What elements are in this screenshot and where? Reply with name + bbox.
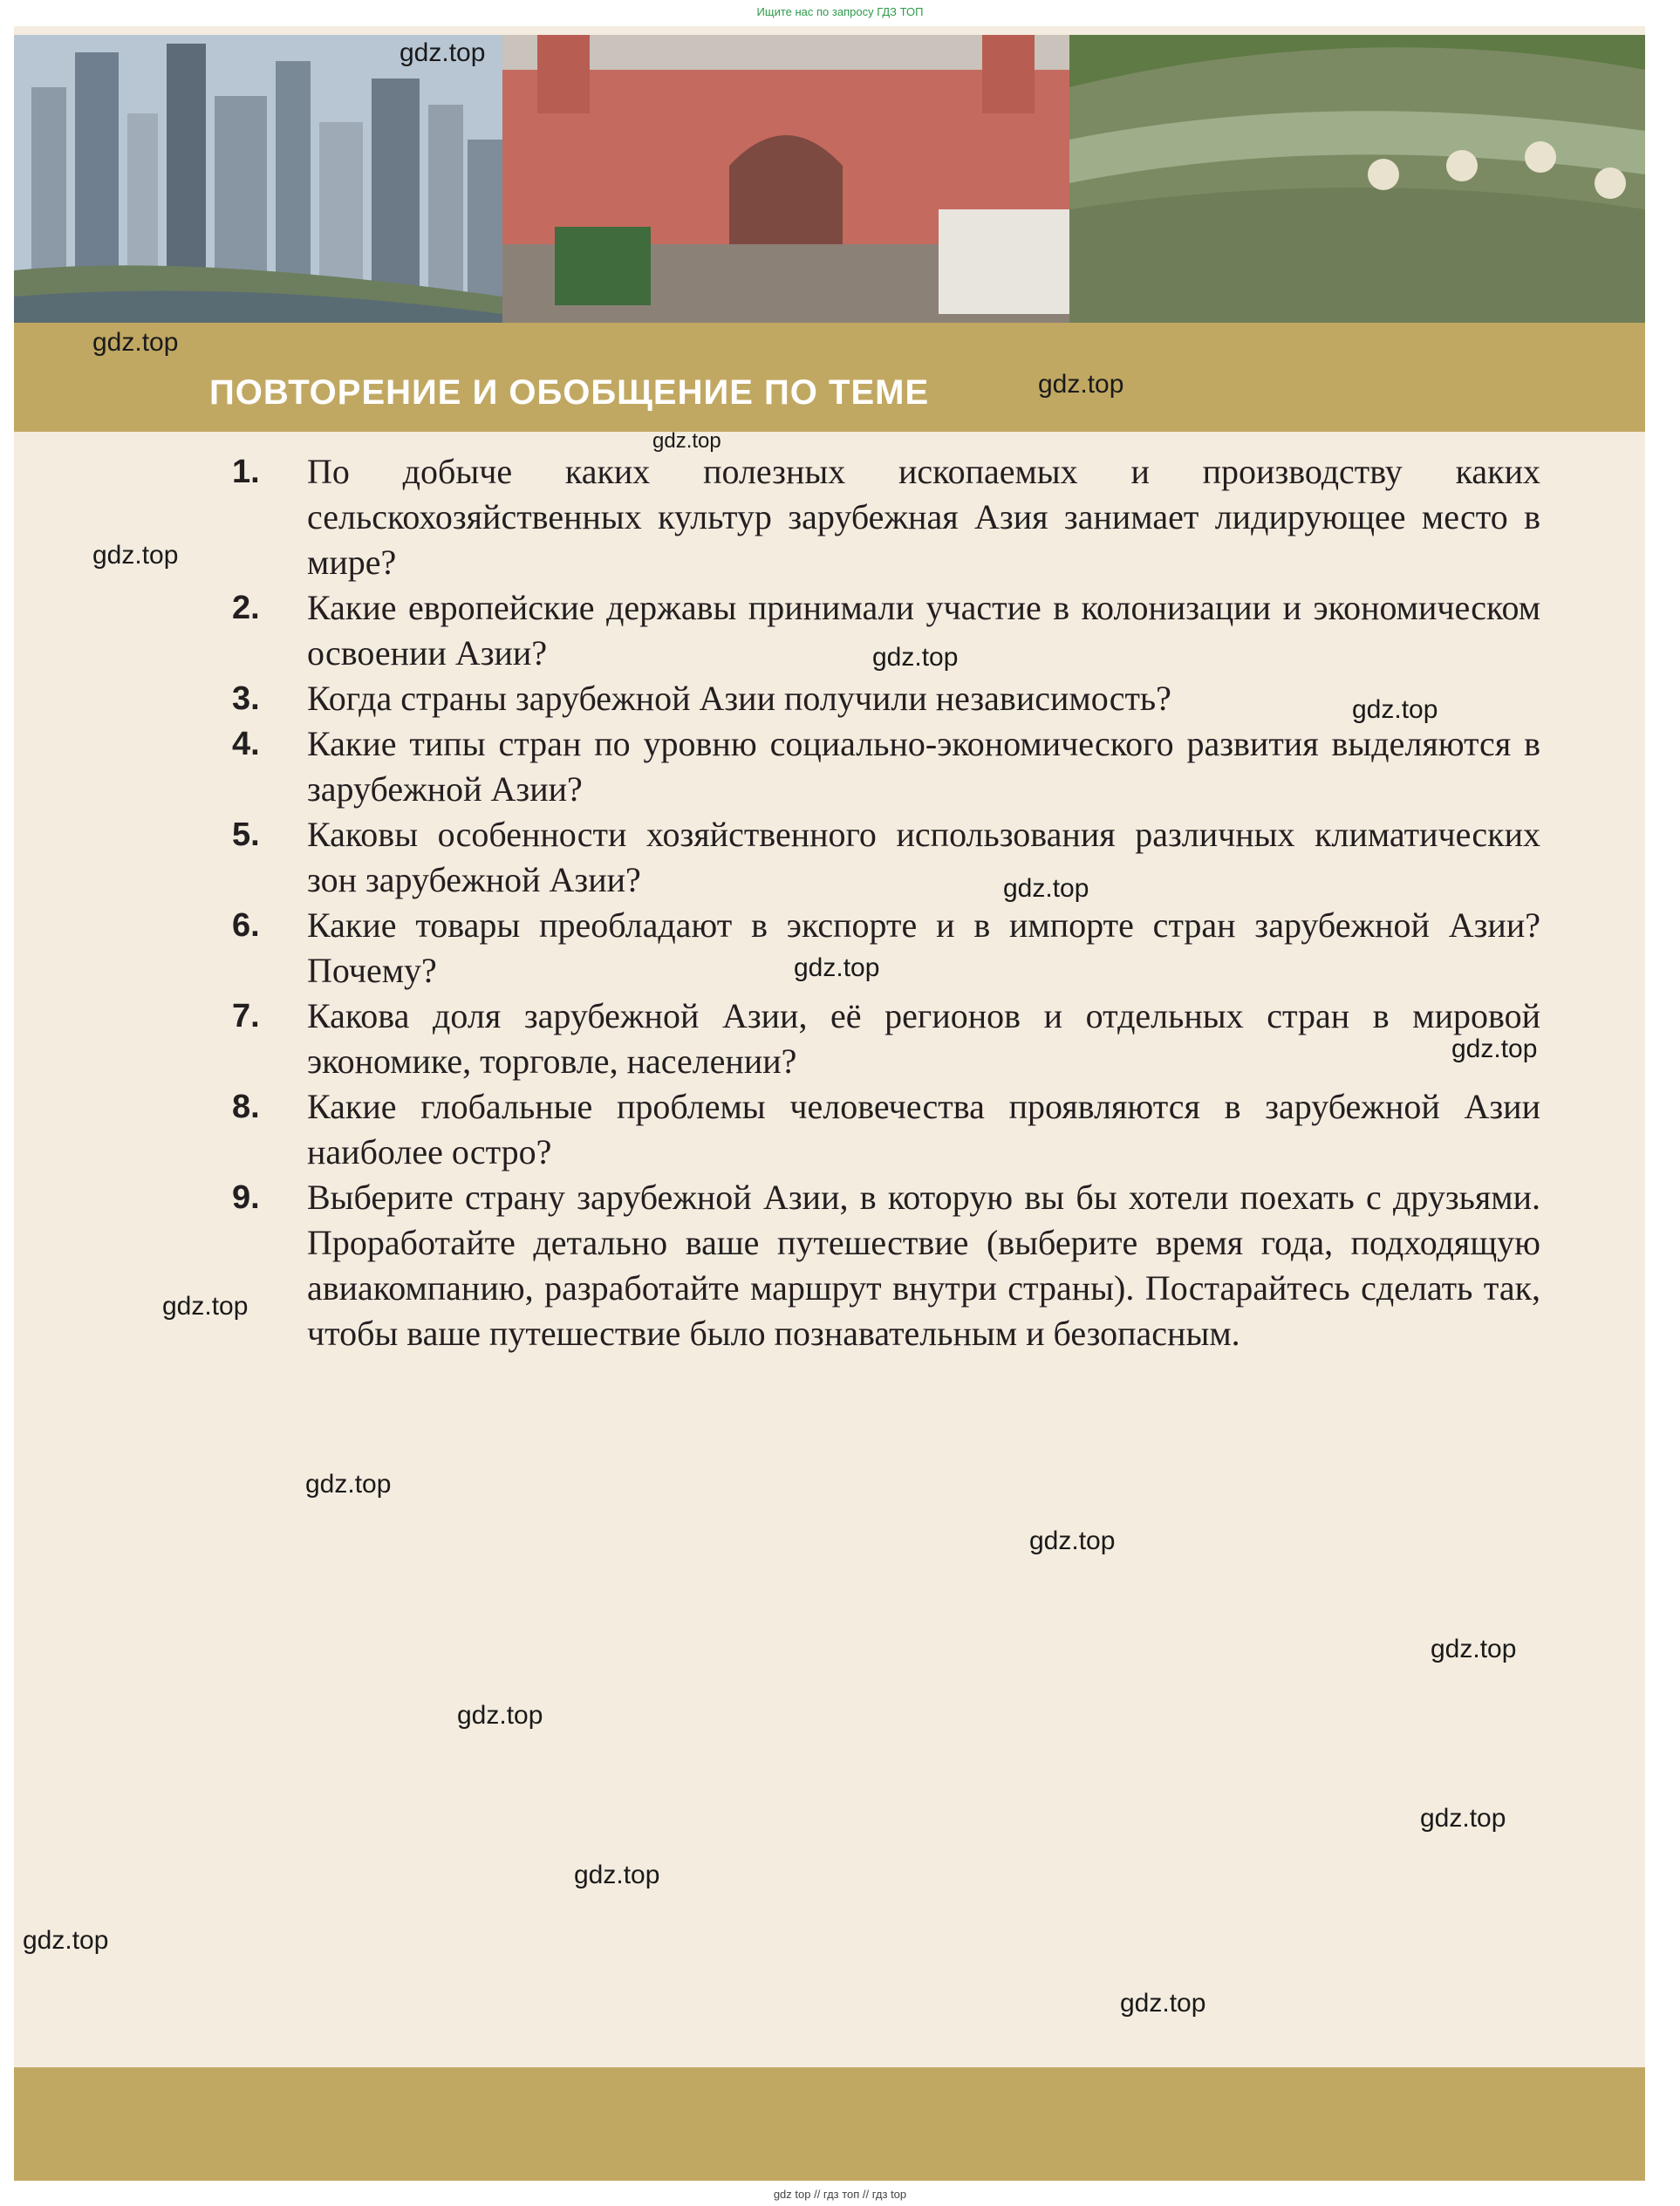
question-text: Какие товары преобладают в экспорте и в импорте стран зарубежной Азии? Почему? bbox=[307, 905, 1540, 990]
question-number: 1. bbox=[232, 454, 260, 490]
watermark: gdz.top bbox=[1352, 695, 1438, 724]
watermark: gdz.top bbox=[92, 541, 179, 570]
watermark: gdz.top bbox=[1038, 370, 1124, 399]
question-item bbox=[215, 676, 1540, 721]
section-title: ПОВТОРЕНИЕ И ОБОБЩЕНИЕ ПО ТЕМЕ bbox=[209, 373, 930, 412]
footer-banner bbox=[14, 2067, 1645, 2181]
watermark: gdz.top bbox=[1120, 1989, 1206, 2018]
watermark: gdz.top bbox=[794, 953, 880, 982]
footer-link[interactable]: gdz top // гдз топ // гдз top bbox=[773, 2188, 907, 2201]
city-gate-photo bbox=[502, 35, 1069, 331]
watermark: gdz.top bbox=[1420, 1804, 1506, 1833]
question-text: Какова доля зарубежной Азии, её регионов и отдельных стран в мировой экономике, торговле, населении? bbox=[307, 996, 1540, 1081]
question-item bbox=[215, 1084, 1540, 1175]
question-number: 8. bbox=[232, 1089, 260, 1125]
watermark: gdz.top bbox=[23, 1926, 109, 1955]
question-text: Каковы особенности хозяйственного использования различных климатических зон зарубежной Азии? bbox=[307, 815, 1540, 899]
header-link[interactable]: Ищите нас по запросу ГДЗ ТОП bbox=[756, 5, 924, 18]
question-item bbox=[215, 721, 1540, 812]
question-item bbox=[215, 994, 1540, 1084]
question-item bbox=[215, 812, 1540, 903]
question-number: 3. bbox=[232, 680, 260, 717]
question-text: Выберите страну зарубежной Азии, в которую вы бы хотели поехать с друзьями. Проработайте детально ваше путешествие (выберите время года, подходящую авиакомпанию, разработайте маршрут внутри страны). Постарайтесь сделать так, чтобы ваше путешествие было познавательным и безопасным. bbox=[307, 1178, 1540, 1353]
watermark: gdz.top bbox=[872, 643, 959, 672]
question-text: По добыче каких полезных ископаемых и производству каких сельскохозяйственных культур зарубежная Азия занимает лидирующее место в мире? bbox=[307, 452, 1540, 582]
section-banner bbox=[14, 323, 1645, 432]
question-number: 9. bbox=[232, 1179, 260, 1216]
questions-list bbox=[215, 449, 1540, 1356]
watermark: gdz.top bbox=[162, 1292, 249, 1321]
watermark: gdz.top bbox=[1029, 1526, 1116, 1555]
watermark: gdz.top bbox=[305, 1470, 392, 1499]
watermark: gdz.top bbox=[1431, 1635, 1517, 1663]
question-item bbox=[215, 449, 1540, 585]
textbook-page bbox=[14, 26, 1645, 2181]
watermark: gdz.top bbox=[400, 38, 486, 67]
question-text: Когда страны зарубежной Азии получили независимость? bbox=[307, 679, 1171, 718]
watermark: gdz.top bbox=[574, 1861, 660, 1889]
question-number: 4. bbox=[232, 726, 260, 762]
watermark: gdz.top bbox=[652, 429, 721, 453]
watermark: gdz.top bbox=[1451, 1035, 1538, 1063]
question-number: 2. bbox=[232, 590, 260, 626]
question-item bbox=[215, 1175, 1540, 1356]
watermark: gdz.top bbox=[1003, 874, 1089, 903]
question-number: 5. bbox=[232, 816, 260, 853]
question-text: Какие глобальные проблемы человечества проявляются в зарубежной Азии наиболее остро? bbox=[307, 1087, 1540, 1171]
question-number: 7. bbox=[232, 998, 260, 1035]
city-skyline-photo bbox=[14, 35, 502, 331]
question-number: 6. bbox=[232, 907, 260, 944]
watermark: gdz.top bbox=[457, 1701, 543, 1730]
rice-field-photo bbox=[1069, 35, 1645, 331]
watermark: gdz.top bbox=[92, 328, 179, 357]
question-text: Какие типы стран по уровню социально-экономического развития выделяются в зарубежной Азии? bbox=[307, 724, 1540, 809]
question-text: Какие европейские державы принимали участие в колонизации и экономическом освоении Азии? bbox=[307, 588, 1540, 673]
photo-strip bbox=[14, 35, 1645, 331]
